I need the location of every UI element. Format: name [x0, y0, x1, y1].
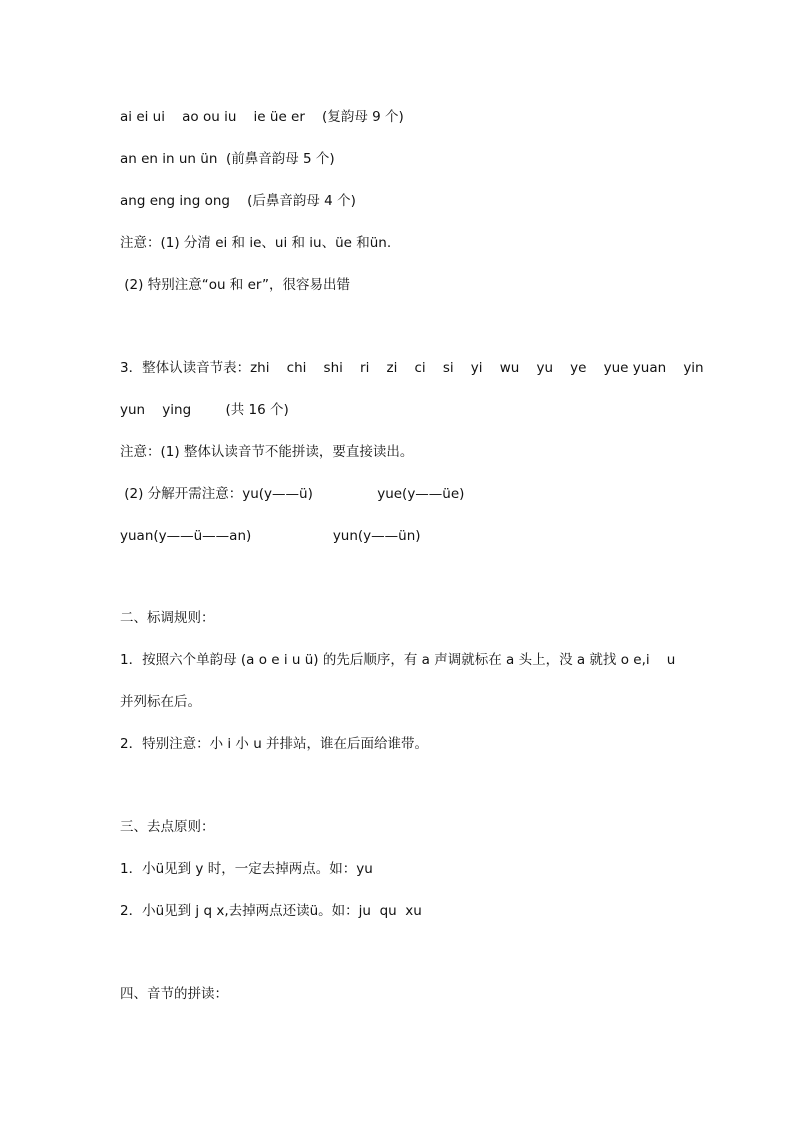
tone-rule-1-continuation: 并列标在后。: [120, 694, 201, 710]
whole-syllables-note-1: 注意：(1) 整体认读音节不能拼读，要直接读出。: [120, 444, 414, 460]
note-1-line: 注意：(1) 分清 ei 和 ie、ui 和 iu、üe 和ün.: [120, 235, 392, 251]
dot-rule-2: 2．小ü见到 j q x,去掉两点还读ü。如：ju qu xu: [120, 903, 422, 919]
back-nasal-finals-line: ang eng ing ong (后鼻音韵母 4 个): [120, 193, 356, 209]
note-2-line: (2) 特别注意“ou 和 er”，很容易出错: [120, 277, 351, 293]
compound-finals-line: ai ei ui ao ou iu ie üe er (复韵母 9 个): [120, 109, 404, 125]
tone-rule-1: 1．按照六个单韵母 (a o e i u ü) 的先后顺序，有 a 声调就标在 a 头上，没 a 就找 o e,i u: [120, 652, 676, 668]
section-2-heading: 二、标调规则：: [120, 610, 215, 626]
whole-syllables-note-3: yuan(y——ü——an) yun(y——ün): [120, 528, 421, 544]
front-nasal-finals-line: an en in un ün (前鼻音韵母 5 个): [120, 151, 335, 167]
whole-syllables-note-2: (2) 分解开需注意：yu(y——ü) yue(y——üe): [120, 486, 465, 502]
tone-rule-2: 2．特别注意：小 i 小 u 并排站，谁在后面给谁带。: [120, 736, 429, 752]
dot-rule-1: 1．小ü见到 y 时，一定去掉两点。如：yu: [120, 861, 373, 877]
whole-syllables-heading: 3．整体认读音节表：zhi chi shi ri zi ci si yi wu yu ye yue yuan yin: [120, 360, 704, 376]
section-3-heading: 三、去点原则：: [120, 819, 215, 835]
section-4-heading: 四、音节的拼读：: [120, 986, 228, 1002]
whole-syllables-continuation: yun ying (共 16 个): [120, 402, 289, 418]
